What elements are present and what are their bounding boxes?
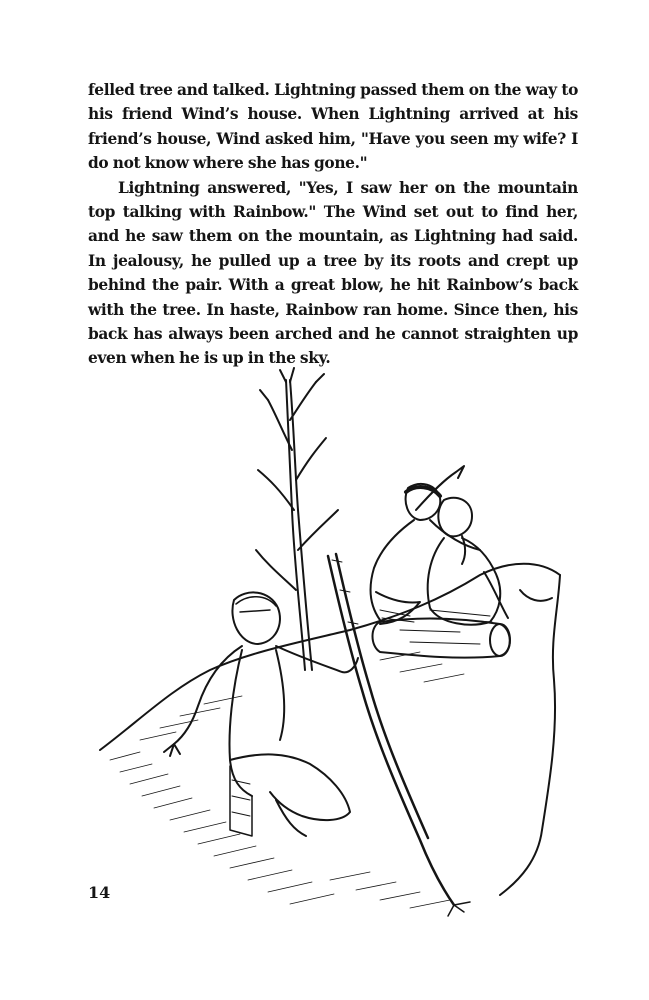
page-number: 14 bbox=[88, 883, 111, 902]
ground-hatching bbox=[110, 652, 464, 908]
uprooted-tree bbox=[328, 554, 470, 916]
wife-figure bbox=[428, 498, 508, 625]
ink-illustration bbox=[80, 360, 580, 920]
mountain-cliff bbox=[100, 564, 560, 895]
paragraph-1: felled tree and talked. Lightning passed them on the way to his friend Wind’s house. When Lightning arrived at his friend’s house, Wind asked him, "Have you seen my wife? I do not know where she has gone." bbox=[88, 81, 578, 173]
paragraph-2: Lightning answered, "Yes, I saw her on the mountain top talking with Rainbow." The Wind set out to find her, and he saw them on the mountain, as Lightning had said. In jealousy, he pulled up a tree by its roots and crept up behind the pair. With a great blow, he hit Rainbow’s back with the tree. In haste, Rainbow ran home. Since then, his back has always been arched and he cannot straighten up even when he is up in the sky. bbox=[88, 178, 578, 368]
bare-tree bbox=[256, 368, 338, 670]
wind-figure bbox=[164, 592, 358, 836]
story-text bbox=[88, 78, 578, 371]
felled-log bbox=[373, 618, 511, 657]
